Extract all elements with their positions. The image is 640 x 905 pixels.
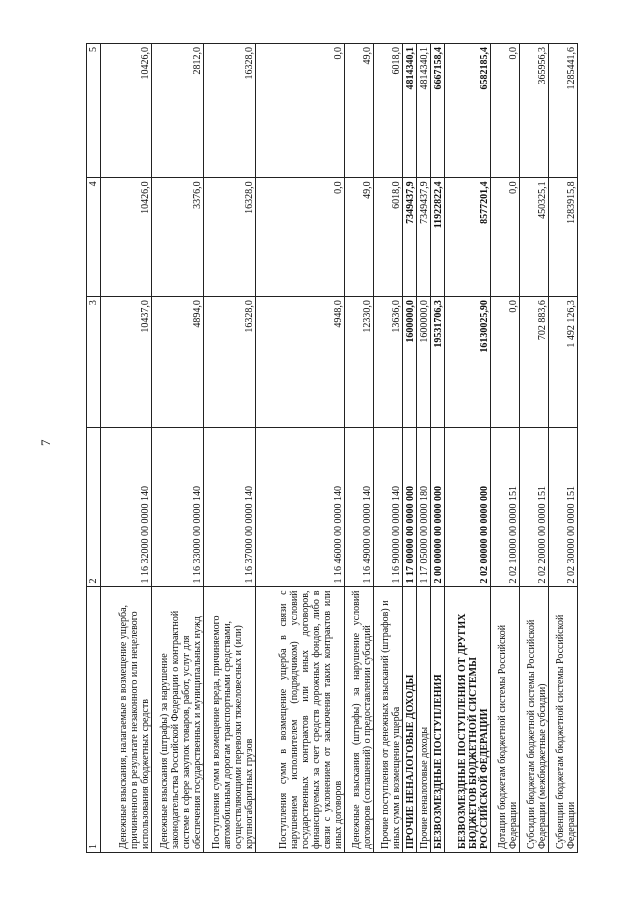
row-code: 2 02 10000 00 0000 151 xyxy=(491,428,520,587)
row-value-3: 1 492 126,3 xyxy=(549,297,578,428)
row-value-4: 6018,0 xyxy=(374,178,403,297)
row-value-5: 16328,0 xyxy=(204,44,256,178)
row-value-4: 0,0 xyxy=(491,178,520,297)
row-value-4: 16328,0 xyxy=(204,178,256,297)
row-value-5: 49,0 xyxy=(345,44,374,178)
table-row xyxy=(374,44,403,853)
table-row xyxy=(431,44,445,853)
table-row xyxy=(204,44,256,853)
row-code: 1 16 37000 00 0000 140 xyxy=(204,428,256,587)
table-row xyxy=(417,44,431,853)
header-col-2: 2 xyxy=(87,428,101,587)
row-value-3: 12330,0 xyxy=(345,297,374,428)
table-row xyxy=(256,44,345,853)
row-value-4: 1283915,8 xyxy=(549,178,578,297)
row-value-4: 8577201,4 xyxy=(445,178,491,297)
row-value-5: 6018,0 xyxy=(374,44,403,178)
row-name: Прочие поступления от денежных взысканий (штрафов) и иных сумм в возмещение ущерба xyxy=(374,587,403,853)
budget-table xyxy=(86,43,578,853)
row-value-3: 13636,0 xyxy=(374,297,403,428)
row-value-3: 16130025,90 xyxy=(445,297,491,428)
row-code: 1 16 32000 00 0000 140 xyxy=(101,428,152,587)
table-row xyxy=(345,44,374,853)
row-code: 2 02 20000 00 0000 151 xyxy=(520,428,549,587)
row-name: Прочие неналоговые доходы xyxy=(417,587,431,853)
header-col-1: 1 xyxy=(87,587,101,853)
table-row xyxy=(101,44,152,853)
row-name: Поступления сумм в возмещение ущерба в связи с нарушением исполнителем (подрядчиком) условий государственных контрактов или иных договоров, финансируемых за счет средств дорожных фондов, либо в связи с уклонением от заключения таких контрактов или иных договоров xyxy=(256,587,345,853)
row-code: 2 02 00000 00 0000 000 xyxy=(445,428,491,587)
page-number: 7 xyxy=(38,439,53,446)
row-code: 1 17 00000 00 0000 000 xyxy=(403,428,417,587)
rotated-page xyxy=(86,43,616,853)
row-code: 1 16 49000 00 0000 140 xyxy=(345,428,374,587)
row-name: ПРОЧИЕ НЕНАЛОГОВЫЕ ДОХОДЫ xyxy=(403,587,417,853)
row-value-5: 0,0 xyxy=(256,44,345,178)
row-value-4: 7349437,9 xyxy=(403,178,417,297)
row-value-5: 6667158,4 xyxy=(431,44,445,178)
table-row xyxy=(152,44,204,853)
row-name: БЕЗВОЗМЕЗДНЫЕ ПОСТУПЛЕНИЯ xyxy=(431,587,445,853)
row-value-5: 4814340,1 xyxy=(417,44,431,178)
row-value-4: 3376,0 xyxy=(152,178,204,297)
row-value-5: 6582185,4 xyxy=(445,44,491,178)
row-value-3: 0,0 xyxy=(491,297,520,428)
row-name: БЕЗВОЗМЕЗДНЫЕ ПОСТУПЛЕНИЯ ОТ ДРУГИХ БЮДЖЕТОВ БЮДЖЕТНОЙ СИСТЕМЫ РОССИЙСКОЙ ФЕДЕРАЦИИ xyxy=(445,587,491,853)
table-row xyxy=(491,44,520,853)
row-code: 1 16 46000 00 0000 140 xyxy=(256,428,345,587)
row-name: Поступления сумм в возмещение вреда, причиняемого автомобильным дорогам транспортными средствами, осуществляющими перевозки тяжеловесных и (или) крупногабаритных грузов xyxy=(204,587,256,853)
row-value-4: 11922822,4 xyxy=(431,178,445,297)
row-name: Денежные взыскания, налагаемые в возмещение ущерба, причиненного в результате незаконного или нецелевого использования бюджетных средств xyxy=(101,587,152,853)
row-code: 1 17 05000 00 0000 180 xyxy=(417,428,431,587)
row-value-3: 16328,0 xyxy=(204,297,256,428)
row-value-4: 450325,1 xyxy=(520,178,549,297)
header-col-5: 5 xyxy=(87,44,101,178)
row-code: 2 02 30000 00 0000 151 xyxy=(549,428,578,587)
header-col-4: 4 xyxy=(87,178,101,297)
row-value-3: 1600000,0 xyxy=(417,297,431,428)
row-code: 2 00 00000 00 0000 000 xyxy=(431,428,445,587)
row-value-5: 2812,0 xyxy=(152,44,204,178)
header-col-3: 3 xyxy=(87,297,101,428)
table-row xyxy=(520,44,549,853)
row-name: Денежные взыскания (штрафы) за нарушение законодательства Российской Федерации о контрактной системе в сфере закупок товаров, работ, услуг для обеспечения государственных и муниципальных нужд xyxy=(152,587,204,853)
row-value-3: 1600000,0 xyxy=(403,297,417,428)
table-header-row xyxy=(87,44,101,853)
row-value-5: 1285441,6 xyxy=(549,44,578,178)
row-value-3: 4894,0 xyxy=(152,297,204,428)
table-row xyxy=(403,44,417,853)
row-name: Дотации бюджетам бюджетной системы Российской Федерации xyxy=(491,587,520,853)
row-value-3: 4948,0 xyxy=(256,297,345,428)
row-name: Субсидии бюджетам бюджетной системы Российской Федерации (межбюджетные субсидии) xyxy=(520,587,549,853)
row-value-4: 49,0 xyxy=(345,178,374,297)
row-value-5: 365956,3 xyxy=(520,44,549,178)
row-code: 1 16 33000 00 0000 140 xyxy=(152,428,204,587)
row-value-4: 0,0 xyxy=(256,178,345,297)
row-value-4: 10426,0 xyxy=(101,178,152,297)
table-row xyxy=(445,44,491,853)
row-value-4: 7349437,9 xyxy=(417,178,431,297)
row-code: 1 16 90000 00 0000 140 xyxy=(374,428,403,587)
row-value-3: 702 883,6 xyxy=(520,297,549,428)
row-name: Денежные взыскания (штрафы) за нарушение условий договоров (соглашений) о предоставлении субсидий xyxy=(345,587,374,853)
row-value-5: 4814340,1 xyxy=(403,44,417,178)
row-value-5: 0,0 xyxy=(491,44,520,178)
row-name: Субвенции бюджетам бюджетной системы Российской Федерации xyxy=(549,587,578,853)
row-value-5: 10426,0 xyxy=(101,44,152,178)
table-row xyxy=(549,44,578,853)
row-value-3: 10437,0 xyxy=(101,297,152,428)
row-value-3: 19531706,3 xyxy=(431,297,445,428)
